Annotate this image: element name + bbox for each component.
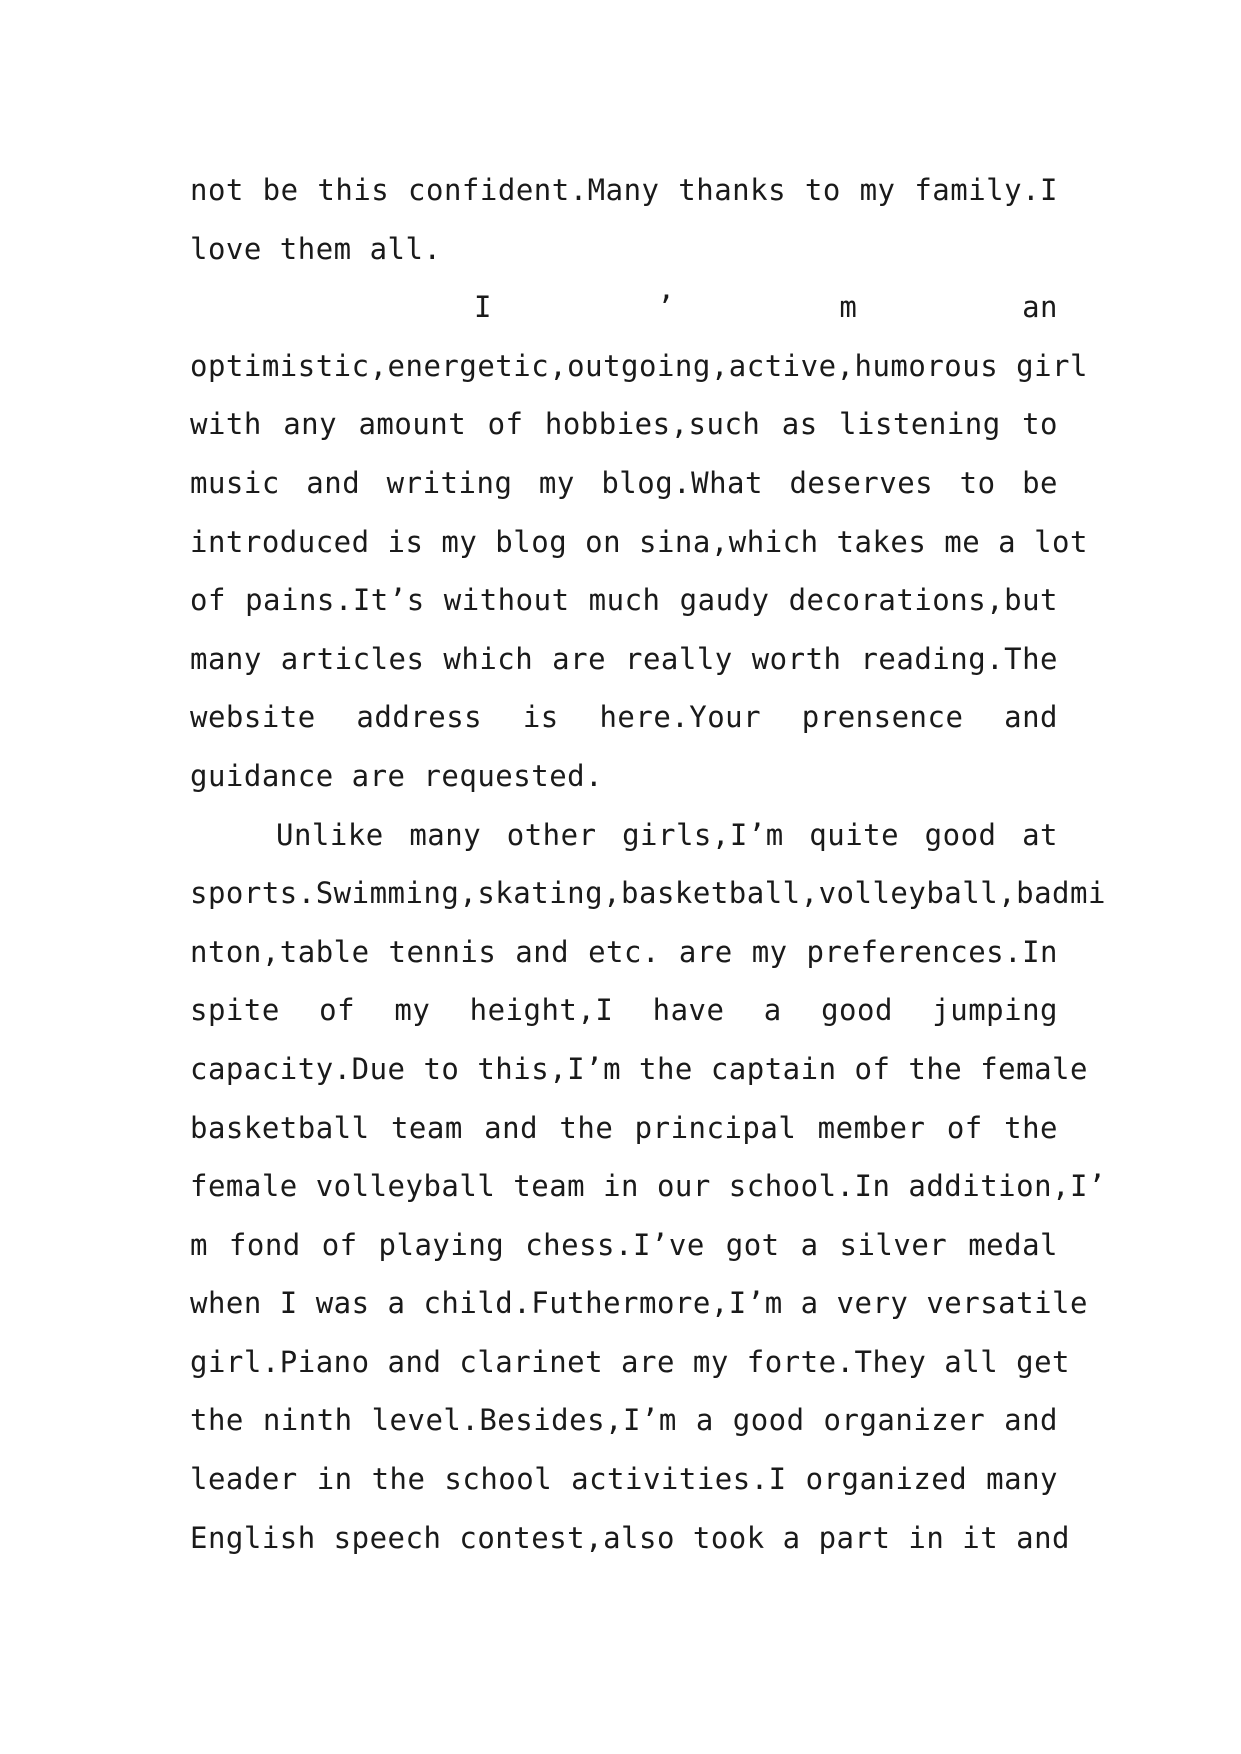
text-line: introduced is my blog on sina,which takes me a lot bbox=[190, 524, 1088, 559]
text-line: guidance are requested. bbox=[190, 758, 604, 793]
text-line: love them all. bbox=[190, 231, 442, 266]
text-line: nton,table tennis and etc. are my preferences.In bbox=[190, 934, 1058, 969]
text-line: the ninth level.Besides,I’m a good organizer and bbox=[190, 1403, 1058, 1438]
text-line: Unlike many other girls,I’m quite good at bbox=[276, 817, 1058, 852]
text-line: when I was a child.Futhermore,I’m a very versatile bbox=[190, 1286, 1088, 1321]
text-line: music and writing my blog.What deserves to be bbox=[190, 465, 1058, 500]
text-line: website address is here.Your prensence and bbox=[190, 700, 1058, 735]
text-line: m fond of playing chess.I’ve got a silver medal bbox=[190, 1227, 1058, 1262]
text-line: many articles which are really worth reading.The bbox=[190, 641, 1058, 676]
text-line: basketball team and the principal member of the bbox=[190, 1110, 1058, 1145]
text-line: sports.Swimming,skating,basketball,volleyball,badmi bbox=[190, 876, 1106, 911]
body-text bbox=[190, 161, 1106, 1567]
text-line: with any amount of hobbies,such as listening to bbox=[190, 407, 1058, 442]
text-line: of pains.It’s without much gaudy decorations,but bbox=[190, 583, 1058, 618]
text-line: optimistic,energetic,outgoing,active,humorous girl bbox=[190, 348, 1088, 383]
text-line: girl.Piano and clarinet are my forte.They all get bbox=[190, 1344, 1071, 1379]
text-line: capacity.Due to this,I’m the captain of the female bbox=[190, 1051, 1088, 1086]
text-line: spite of my height,I have a good jumping bbox=[190, 993, 1058, 1028]
text-line: female volleyball team in our school.In addition,I’ bbox=[190, 1169, 1106, 1204]
text-line: leader in the school activities.I organized many bbox=[190, 1462, 1058, 1497]
text-line: I ’ m an bbox=[474, 290, 1058, 325]
text-line: English speech contest,also took a part in it and bbox=[190, 1520, 1071, 1555]
text-line: not be this confident.Many thanks to my family.I bbox=[190, 173, 1058, 207]
